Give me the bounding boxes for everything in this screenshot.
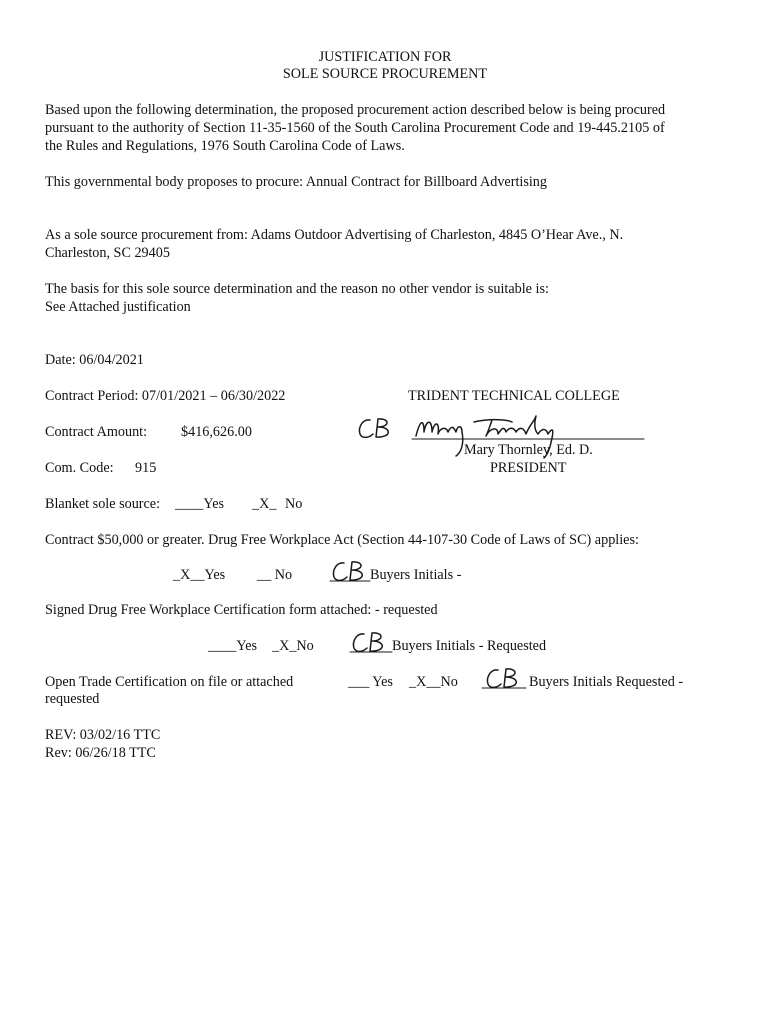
president-initials-signature — [356, 416, 396, 442]
com-code-value: 915 — [135, 460, 157, 476]
intro-line-2: pursuant to the authority of Section 11-35-1560 of the South Carolina Procurement Code and 19-445.2105 of — [45, 120, 665, 136]
college-name: TRIDENT TECHNICAL COLLEGE — [408, 388, 620, 404]
open-trade-buyer-initials-label: Buyers Initials Requested - — [529, 674, 684, 690]
title-line-2: SOLE SOURCE PROCUREMENT — [282, 66, 488, 82]
drug-free-cert-buyer-initials-label: Buyers Initials - Requested — [392, 638, 547, 654]
intro-line-1: Based upon the following determination, the proposed procurement action described below is being procured — [45, 102, 666, 118]
vendor-line-1: As a sole source procurement from: Adams Outdoor Advertising of Charleston, 4845 O’Hear Ave., N. — [45, 227, 624, 243]
date: Date: 06/04/2021 — [45, 352, 144, 368]
com-code-label: Com. Code: — [45, 460, 114, 476]
contract-amount-value: $416,626.00 — [181, 424, 252, 440]
drug-free-yes-option[interactable]: _X__Yes — [173, 567, 226, 583]
contract-period: Contract Period: 07/01/2021 – 06/30/2022 — [45, 388, 286, 404]
contract-amount-label: Contract Amount: — [45, 424, 148, 440]
buyer-initials-signature — [482, 666, 526, 692]
buyer-initials-signature — [350, 630, 392, 656]
buyer-initials-signature — [330, 559, 370, 585]
drug-free-cert-yes-option[interactable]: ____Yes — [208, 638, 258, 654]
drug-free-cert-statement: Signed Drug Free Workplace Certification form attached: - requested — [45, 602, 438, 618]
president-title: PRESIDENT — [490, 460, 567, 476]
blanket-yes-option[interactable]: ____Yes — [175, 496, 225, 512]
open-trade-line-2: requested — [45, 691, 100, 707]
open-trade-no-option[interactable]: _X__No — [409, 674, 458, 690]
blanket-x-mark[interactable]: _X_ — [252, 496, 277, 512]
revision-line-1: REV: 03/02/16 TTC — [45, 727, 161, 743]
basis-line-2: See Attached justification — [45, 299, 191, 315]
president-name: Mary Thornley, Ed. D. — [464, 442, 593, 458]
drug-free-cert-no-option[interactable]: _X_No — [272, 638, 314, 654]
open-trade-yes-option[interactable]: ___ Yes — [348, 674, 393, 690]
title-line-1: JUSTIFICATION FOR — [318, 49, 452, 65]
vendor-line-2: Charleston, SC 29405 — [45, 245, 170, 261]
blanket-label: Blanket sole source: — [45, 496, 161, 512]
open-trade-line-1: Open Trade Certification on file or attached — [45, 674, 294, 690]
basis-line-1: The basis for this sole source determination and the reason no other vendor is suitable is: — [45, 281, 549, 297]
drug-free-buyer-initials-label: Buyers Initials - — [370, 567, 462, 583]
drug-free-act-statement: Contract $50,000 or greater. Drug Free Workplace Act (Section 44-107-30 Code of Laws of SC) applies: — [45, 532, 639, 548]
revision-line-2: Rev: 06/26/18 TTC — [45, 745, 156, 761]
blanket-no-option[interactable]: No — [285, 496, 303, 512]
intro-line-3: the Rules and Regulations, 1976 South Carolina Code of Laws. — [45, 138, 405, 154]
procure-statement: This governmental body proposes to procure: Annual Contract for Billboard Advertising — [45, 174, 547, 190]
drug-free-no-option[interactable]: __ No — [257, 567, 293, 583]
